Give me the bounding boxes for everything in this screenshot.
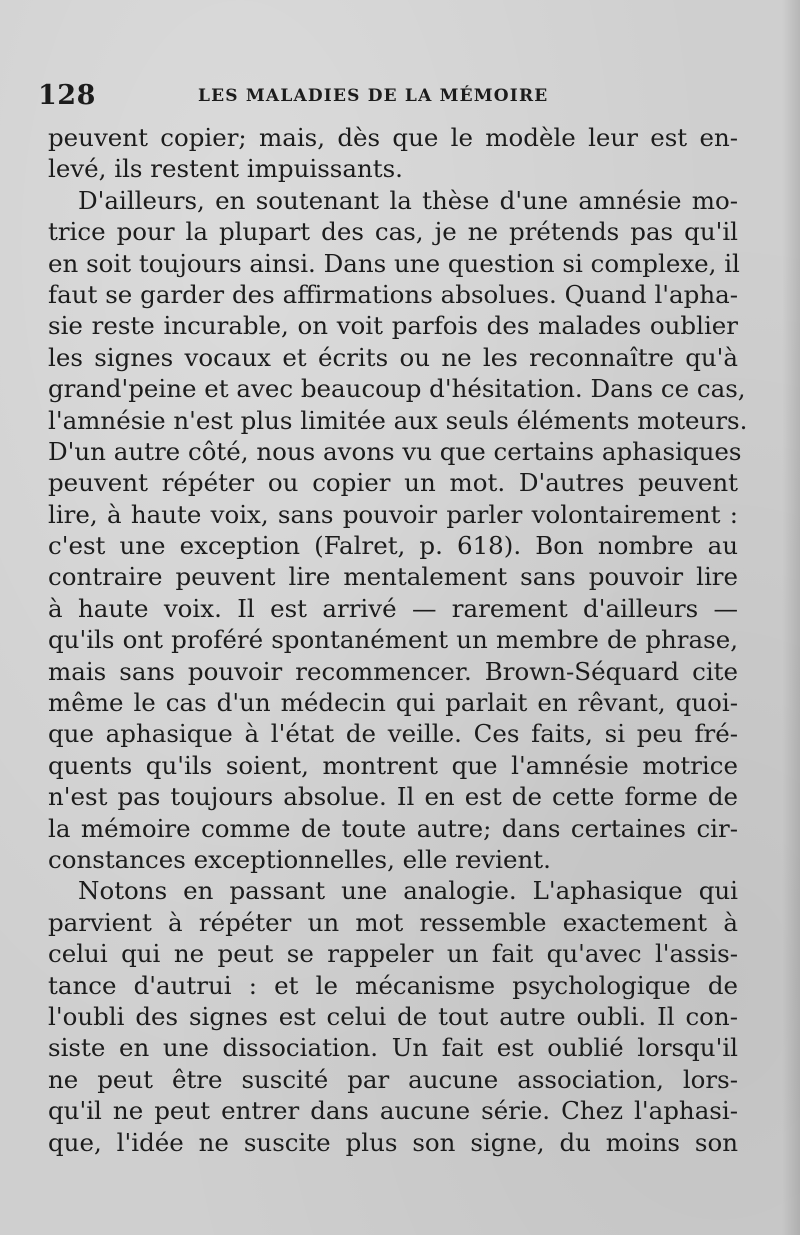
text-line: les signes vocaux et écrits ou ne les reconnaître qu'à — [48, 342, 738, 372]
text-line: levé, ils restent impuissants. — [48, 154, 403, 184]
text-line: sie reste incurable, on voit parfois des malades oublier — [48, 311, 738, 341]
text-line: qu'ils ont proféré spontanément un membre de phrase, — [48, 625, 738, 655]
text-line: la mémoire comme de toute autre; dans certaines cir- — [48, 813, 738, 843]
running-title: LES MALADIES DE LA MÉMOIRE — [198, 86, 549, 106]
text-line: n'est pas toujours absolue. Il en est de cette forme de — [48, 782, 738, 812]
text-line: lire, à haute voix, sans pouvoir parler volontairement : — [48, 499, 738, 529]
text-line: mais sans pouvoir recommencer. Brown-Séquard cite — [48, 656, 738, 686]
page-number: 128 — [38, 80, 96, 111]
text-line: parvient à répéter un mot ressemble exactement à — [48, 907, 738, 937]
text-line: constances exceptionnelles, elle revient. — [48, 844, 551, 874]
text-line: que, l'idée ne suscite plus son signe, du moins son — [48, 1127, 738, 1157]
text-line: D'un autre côté, nous avons vu que certains aphasiques — [48, 436, 742, 466]
text-line: l'oubli des signes est celui de tout autre oubli. Il con- — [48, 1001, 738, 1031]
text-line: ne peut être suscité par aucune association, lors- — [48, 1064, 738, 1094]
text-line: à haute voix. Il est arrivé — rarement d'ailleurs — — [48, 593, 738, 623]
text-line: en soit toujours ainsi. Dans une question si complexe, il — [48, 248, 740, 278]
text-line: Notons en passant une analogie. L'aphasique qui — [78, 876, 738, 906]
text-line: quents qu'ils soient, montrent que l'amnésie motrice — [48, 750, 738, 780]
text-line: l'amnésie n'est plus limitée aux seuls éléments moteurs. — [48, 405, 748, 435]
text-line: même le cas d'un médecin qui parlait en rêvant, quoi- — [48, 688, 738, 718]
page-edge-shadow — [782, 0, 800, 1235]
text-line: siste en une dissociation. Un fait est oublié lorsqu'il — [48, 1033, 738, 1063]
text-line: trice pour la plupart des cas, je ne prétends pas qu'il — [48, 217, 738, 247]
text-line: c'est une exception (Falret, p. 618). Bon nombre au — [48, 531, 738, 561]
body-text — [48, 122, 748, 1158]
text-line: grand'peine et avec beaucoup d'hésitation. Dans ce cas, — [48, 374, 746, 404]
text-line: contraire peuvent lire mentalement sans pouvoir lire — [48, 562, 738, 592]
text-line: tance d'autrui : et le mécanisme psychologique de — [48, 970, 738, 1000]
text-line: qu'il ne peut entrer dans aucune série. Chez l'aphasi- — [48, 1096, 738, 1126]
running-head — [38, 80, 558, 116]
text-line: peuvent copier; mais, dès que le modèle leur est en- — [48, 123, 738, 152]
text-line: peuvent répéter ou copier un mot. D'autres peuvent — [48, 468, 738, 498]
text-line: faut se garder des affirmations absolues. Quand l'apha- — [48, 279, 738, 309]
text-line: celui qui ne peut se rappeler un fait qu'avec l'assis- — [48, 939, 738, 969]
text-line: D'ailleurs, en soutenant la thèse d'une amnésie mo- — [78, 185, 738, 215]
text-line: que aphasique à l'état de veille. Ces faits, si peu fré- — [48, 719, 738, 749]
